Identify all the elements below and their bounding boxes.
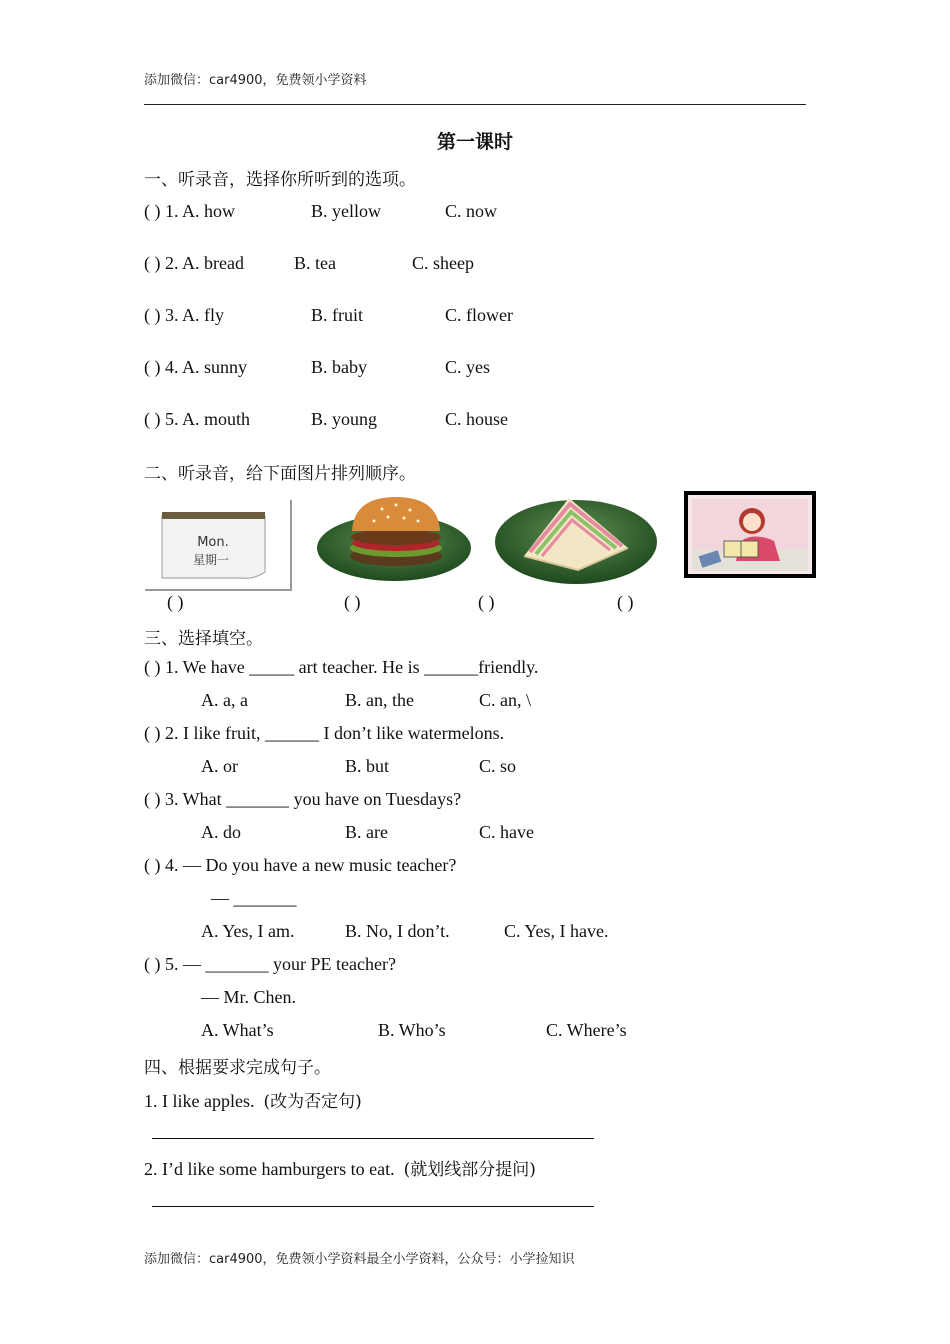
option-c: C. Where’s xyxy=(546,1020,627,1040)
answer-line-2[interactable] xyxy=(152,1206,594,1207)
section2-heading: 二、听录音，给下面图片排列顺序。 xyxy=(144,464,416,484)
section1-heading: 一、听录音，选择你所听到的选项。 xyxy=(144,170,416,190)
hamburger-icon xyxy=(316,493,472,583)
order-blank-3[interactable]: ( ) xyxy=(478,592,495,612)
sentence-1-instruction: (改为否定句) xyxy=(263,1092,362,1112)
option-a: A. do xyxy=(201,822,241,842)
question-stem: ( ) 2. I like fruit, ______ I don’t like watermelons. xyxy=(144,723,505,743)
option-b: B. yellow xyxy=(311,201,381,221)
sentence-2-text: 2. I’d like some hamburgers to eat. xyxy=(144,1159,395,1179)
order-blank-4[interactable]: ( ) xyxy=(617,592,634,612)
footer-note: 添加微信：car4900，免费领小学资料最全小学资料，公众号：小学捡知识 xyxy=(144,1252,575,1267)
option-b: B. baby xyxy=(311,357,367,377)
option-c: C. now xyxy=(445,201,498,221)
page-title: 第一课时 xyxy=(436,131,513,153)
order-blank-1[interactable]: ( ) xyxy=(167,592,184,612)
reply-line: — Mr. Chen. xyxy=(201,987,297,1007)
option-c: C. house xyxy=(445,409,508,429)
question-stem: ( ) 4. A. sunny xyxy=(144,357,247,377)
option-b: B. tea xyxy=(294,253,336,273)
question-stem: ( ) 5. A. mouth xyxy=(144,409,250,429)
question-stem: ( ) 2. A. bread xyxy=(144,253,244,273)
calendar-icon xyxy=(145,500,295,594)
question-stem: ( ) 4. — Do you have a new music teacher? xyxy=(144,855,457,875)
sentence-2 xyxy=(144,1155,536,1180)
option-a: A. Yes, I am. xyxy=(201,921,295,941)
option-b: B. are xyxy=(345,822,388,842)
option-c: C. sheep xyxy=(412,253,474,273)
calendar-day: Mon. xyxy=(197,535,229,550)
option-a: A. or xyxy=(201,756,238,776)
answer-line-1[interactable] xyxy=(152,1138,594,1139)
option-c: C. an, \ xyxy=(479,690,531,710)
section4-heading: 四、根据要求完成句子。 xyxy=(144,1058,331,1078)
question-stem: ( ) 3. What _______ you have on Tuesdays? xyxy=(144,789,462,809)
sentence-1 xyxy=(144,1087,362,1112)
option-b: B. Who’s xyxy=(378,1020,446,1040)
option-c: C. Yes, I have. xyxy=(504,921,609,941)
option-b: B. an, the xyxy=(345,690,414,710)
option-a: A. What’s xyxy=(201,1020,274,1040)
header-divider xyxy=(144,104,806,105)
option-b: B. No, I don’t. xyxy=(345,921,450,941)
section3-heading: 三、选择填空。 xyxy=(144,629,263,649)
option-b: B. young xyxy=(311,409,378,429)
sentence-1-text: 1. I like apples. xyxy=(144,1091,255,1111)
sandwich-icon xyxy=(494,492,658,586)
option-c: C. flower xyxy=(445,305,513,325)
order-blank-2[interactable]: ( ) xyxy=(344,592,361,612)
option-c: C. yes xyxy=(445,357,490,377)
option-a: A. a, a xyxy=(201,690,248,710)
sentence-2-instruction: (就划线部分提问) xyxy=(403,1160,536,1180)
option-b: B. but xyxy=(345,756,390,776)
question-stem: ( ) 1. A. how xyxy=(144,201,235,221)
option-c: C. so xyxy=(479,756,517,776)
calendar-cn: 星期一 xyxy=(192,553,230,567)
question-stem: ( ) 1. We have _____ art teacher. He is ______friendly. xyxy=(144,657,539,677)
option-b: B. fruit xyxy=(311,305,363,325)
option-c: C. have xyxy=(479,822,534,842)
girl-reading-icon xyxy=(684,491,816,578)
question-stem: ( ) 5. — _______ your PE teacher? xyxy=(144,954,396,974)
header-note: 添加微信：car4900，免费领小学资料 xyxy=(144,73,367,88)
reply-line: — _______ xyxy=(211,888,297,908)
question-stem: ( ) 3. A. fly xyxy=(144,305,224,325)
